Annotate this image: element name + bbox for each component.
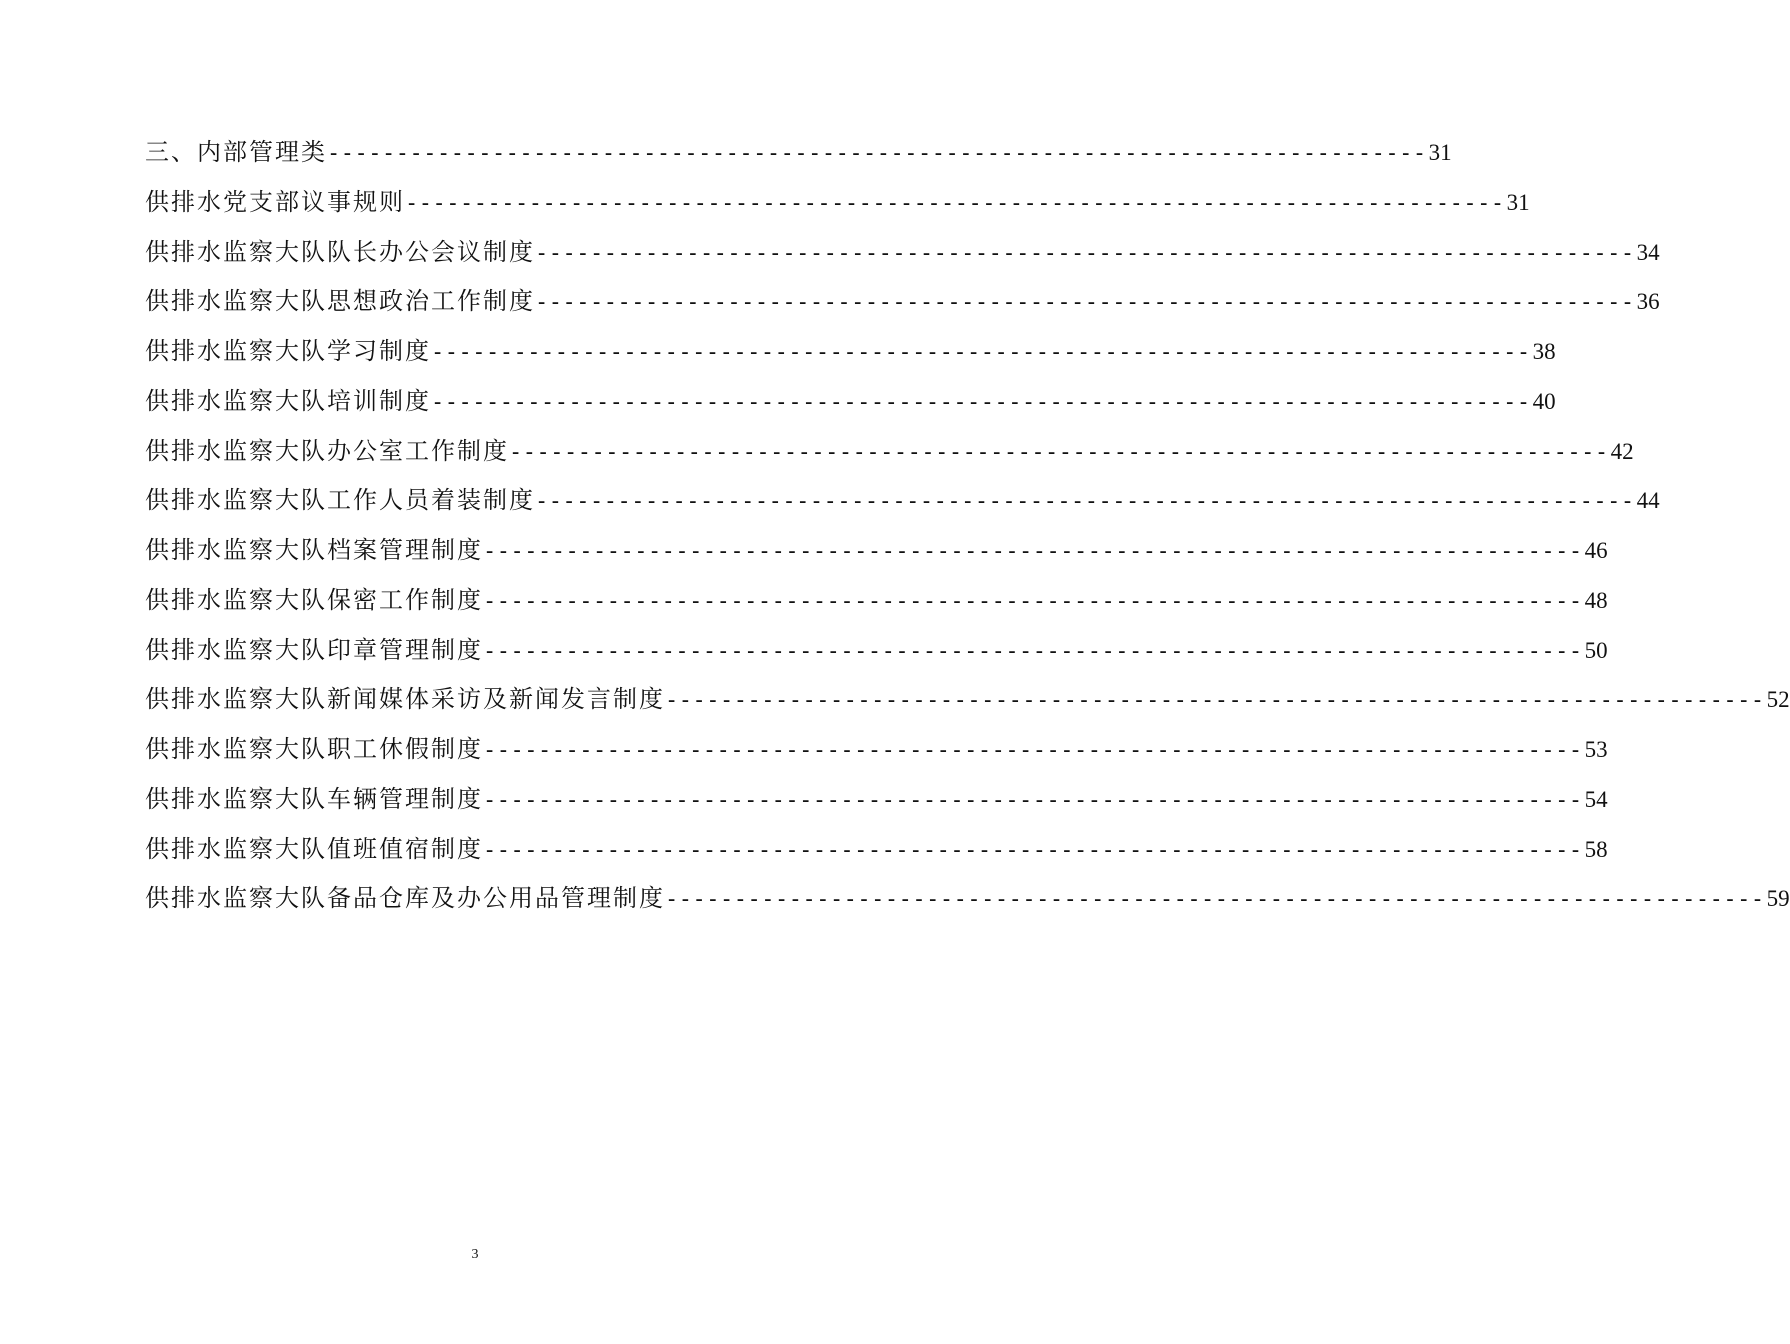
toc-entry (145, 874, 1790, 924)
toc-entry-page: 48 (1584, 587, 1608, 613)
toc-entry-title: 供排水监察大队工作人员着装制度 (145, 486, 535, 515)
toc-entry (145, 427, 1634, 477)
toc-entry-page: 36 (1636, 289, 1660, 315)
toc-entry-page: 58 (1584, 836, 1608, 862)
toc-entry-title: 供排水监察大队档案管理制度 (145, 536, 483, 564)
toc-entry-title: 三、内部管理类 (145, 138, 327, 166)
toc-dash-leader: -------------------------------------------------------------------------------- (535, 240, 1635, 266)
toc-entry-title: 供排水监察大队车辆管理制度 (145, 784, 483, 813)
toc-entry-page: 46 (1584, 538, 1608, 563)
toc-dash-leader: -------------------------------------------------------------------------------- (665, 887, 1765, 913)
toc-entry-page: 40 (1532, 388, 1556, 414)
toc-dash-leader: -------------------------------------------------------------------------------- (535, 489, 1635, 515)
toc-entry-title: 供排水监察大队思想政治工作制度 (145, 287, 535, 316)
toc-entry-page: 54 (1584, 786, 1608, 812)
toc-entry-title: 供排水监察大队职工休假制度 (145, 735, 483, 763)
toc-entry-page: 59 (1766, 886, 1790, 912)
toc-entry-page: 42 (1610, 438, 1634, 464)
toc-entry-page: 50 (1584, 637, 1608, 663)
toc-entry-page: 34 (1636, 239, 1660, 265)
toc-dash-leader: -------------------------------------------------------------------------------- (509, 439, 1609, 465)
toc-entry (145, 377, 1556, 427)
toc-dash-leader: -------------------------------------------------------------------------------- (405, 190, 1505, 216)
toc-entry (145, 128, 1452, 178)
toc-entry-title: 供排水监察大队备品仓库及办公用品管理制度 (145, 884, 665, 913)
toc-entry-page: 44 (1636, 488, 1660, 514)
toc-dash-leader: -------------------------------------------------------------------------------- (483, 837, 1583, 863)
toc-dash-leader: -------------------------------------------------------------------------------- (483, 539, 1583, 564)
toc-entry-title: 供排水监察大队队长办公会议制度 (145, 237, 535, 266)
toc-entry (145, 526, 1608, 576)
toc-entry-title: 供排水监察大队印章管理制度 (145, 635, 483, 664)
toc-entry-page: 31 (1428, 140, 1452, 165)
toc-dash-leader: -------------------------------------------------------------------------------- (483, 638, 1583, 664)
toc-entry-title: 供排水监察大队办公室工作制度 (145, 436, 509, 465)
toc-entry (145, 228, 1660, 278)
page-number: 3 (471, 1247, 479, 1262)
toc-entry (145, 825, 1608, 875)
toc-dash-leader: -------------------------------------------------------------------------------- (483, 738, 1583, 763)
toc-entry (145, 277, 1660, 327)
toc-entry (145, 626, 1608, 676)
toc-entry (145, 775, 1608, 825)
toc-entry-title: 供排水监察大队值班值宿制度 (145, 834, 483, 863)
toc-dash-leader: -------------------------------------------------------------------------------- (535, 290, 1635, 316)
toc-entry-title: 供排水监察大队新闻媒体采访及新闻发言制度 (145, 685, 665, 714)
toc-entry-title: 供排水党支部议事规则 (145, 187, 405, 216)
toc-entry-page: 31 (1506, 189, 1530, 215)
toc-entry (145, 576, 1608, 626)
toc-entry (145, 476, 1660, 526)
toc-entry-title: 供排水监察大队学习制度 (145, 337, 431, 365)
toc-entry (145, 725, 1608, 775)
toc-dash-leader: -------------------------------------------------------------------------------- (431, 340, 1531, 365)
toc-dash-leader: -------------------------------------------------------------------------------- (431, 389, 1531, 415)
toc-dash-leader: -------------------------------------------------------------------------------- (327, 141, 1427, 166)
toc-entry-page: 53 (1584, 737, 1608, 762)
toc-entry-page: 52 (1766, 687, 1790, 713)
toc-entry (145, 327, 1556, 377)
toc-dash-leader: -------------------------------------------------------------------------------- (483, 787, 1583, 813)
toc-entry-page: 38 (1532, 339, 1556, 364)
table-of-contents (145, 128, 1790, 924)
toc-entry-title: 供排水监察大队培训制度 (145, 386, 431, 415)
toc-entry-title: 供排水监察大队保密工作制度 (145, 585, 483, 614)
toc-dash-leader: -------------------------------------------------------------------------------- (665, 688, 1765, 714)
toc-entry (145, 675, 1790, 725)
toc-entry (145, 178, 1530, 228)
toc-dash-leader: -------------------------------------------------------------------------------- (483, 588, 1583, 614)
